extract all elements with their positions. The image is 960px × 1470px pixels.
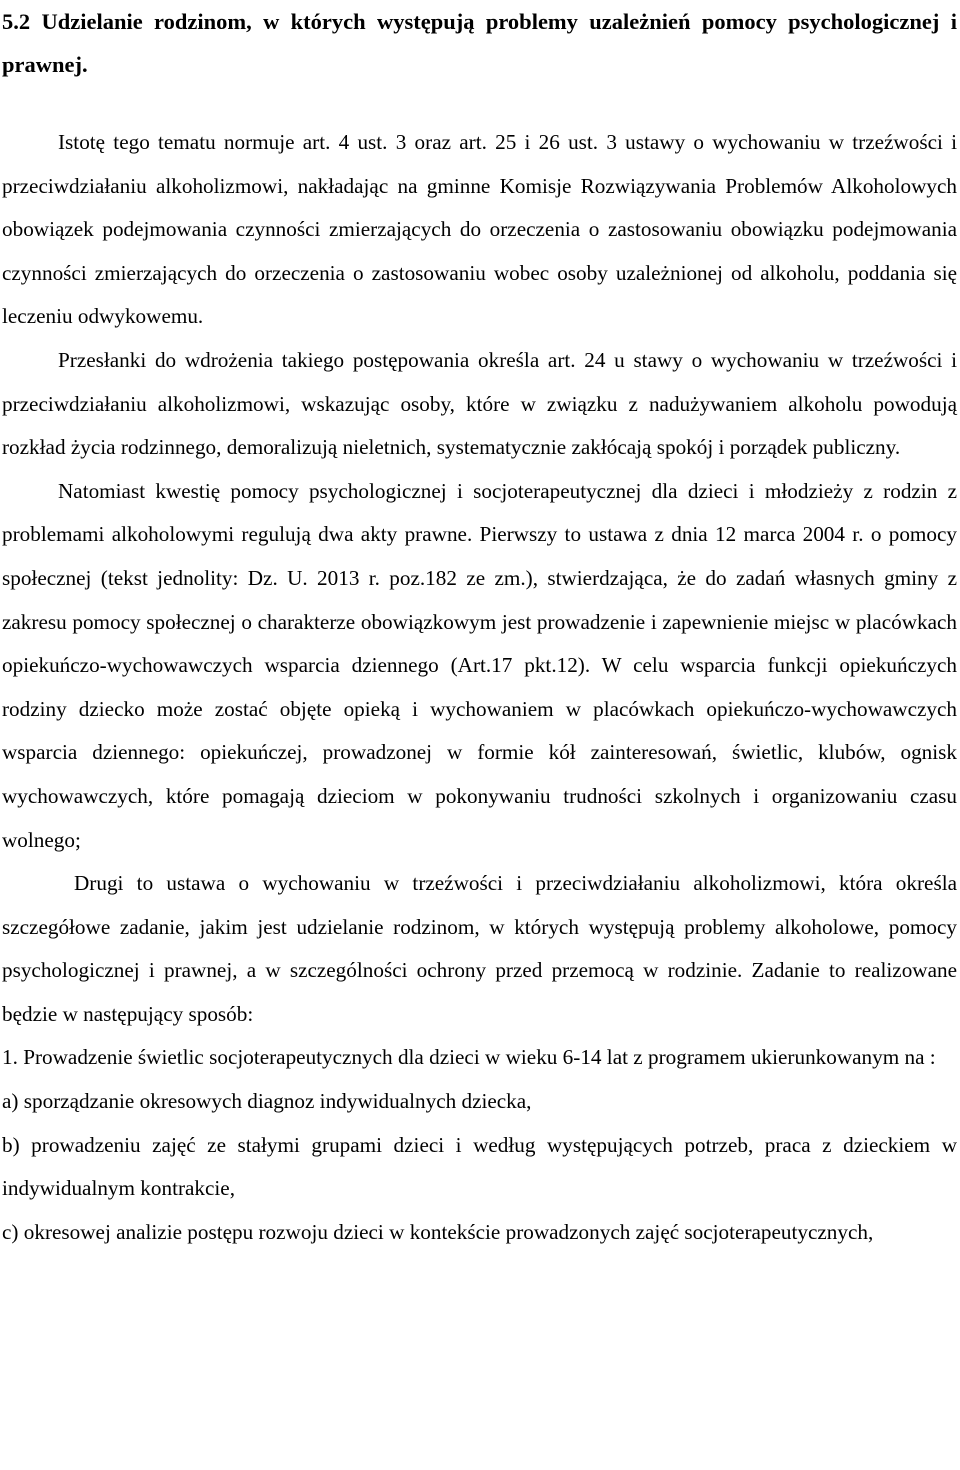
paragraph-legal-basis: Istotę tego tematu normuje art. 4 ust. 3 oraz art. 25 i 26 ust. 3 ustawy o wychowaniu w trzeźwości i przeciwdziałaniu alkoholizmowi, nakładając na gminne Komisje Rozwiązywania Problemów Alkoholowych obowiązek podejmowania czynności zmierzających do orzeczenia o zastosowaniu obowiązku podejmowania czynności zmierzających do orzeczenia o zastosowaniu wobec osoby uzależnionej od alkoholu, poddania się leczeniu odwykowemu. xyxy=(2,130,957,329)
list-item: b) prowadzeniu zajęć ze stałymi grupami dzieci i według występujących potrzeb, praca z dzieckiem w indywidualnym kontrakcie, xyxy=(2,1132,957,1201)
list-item: c) okresowej analizie postępu rozwoju dzieci w kontekście prowadzonych zajęć socjoterapeutycznych, xyxy=(2,1219,874,1244)
section-heading: 5.2 Udzielanie rodzinom, w których występują problemy uzależnień pomocy psychologicznej i prawnej. xyxy=(2,9,957,77)
paragraph-premises: Przesłanki do wdrożenia takiego postępowania określa art. 24 u stawy o wychowaniu w trzeźwości i przeciwdziałaniu alkoholizmowi, wskazując osoby, które w związku z nadużywaniem alkoholu powodują rozkład życia rodzinnego, demoralizują nieletnich, systematycznie zakłócają spokój i porządek publiczny. xyxy=(2,347,957,460)
list-item: a) sporządzanie okresowych diagnoz indywidualnych dziecka, xyxy=(2,1089,532,1114)
paragraph-second-act: Drugi to ustawa o wychowaniu w trzeźwości i przeciwdziałaniu alkoholizmowi, która określa szczegółowe zadanie, jakim jest udzielanie rodzinom, w których występują problemy alkoholowe, pomocy psychologicznej i prawnej, a w szczególności ochrony przed przemocą w rodzinie. Zadanie to realizowane będzie w następujący sposób: xyxy=(2,871,957,1026)
document-body xyxy=(2,121,957,1254)
list-item: 1. Prowadzenie świetlic socjoterapeutycznych dla dzieci w wieku 6-14 lat z programem ukierunkowanym na : xyxy=(2,1045,936,1070)
paragraph-psychological-help: Natomiast kwestię pomocy psychologicznej i socjoterapeutycznej dla dzieci i młodzieży z rodzin z problemami alkoholowymi regulują dwa akty prawne. Pierwszy to ustawa z dnia 12 marca 2004 r. o pomocy społecznej (tekst jednolity: Dz. U. 2013 r. poz.182 ze zm.), stwierdzająca, że do zadań własnych gminy z zakresu pomocy społecznej o charakterze obowiązkowym jest prowadzenie i zapewnienie miejsc w placówkach opiekuńczo-wychowawczych wsparcia dziennego (Art.17 pkt.12). W celu wsparcia funkcji opiekuńczych rodziny dziecko może zostać objęte opieką i wychowaniem w placówkach opiekuńczo-wychowawczych wsparcia dziennego: opiekuńczej, prowadzonej w formie kół zainteresowań, świetlic, klubów, ognisk wychowawczych, które pomagają dzieciom w pokonywaniu trudności szkolnych i organizowaniu czasu wolnego; xyxy=(2,478,957,852)
